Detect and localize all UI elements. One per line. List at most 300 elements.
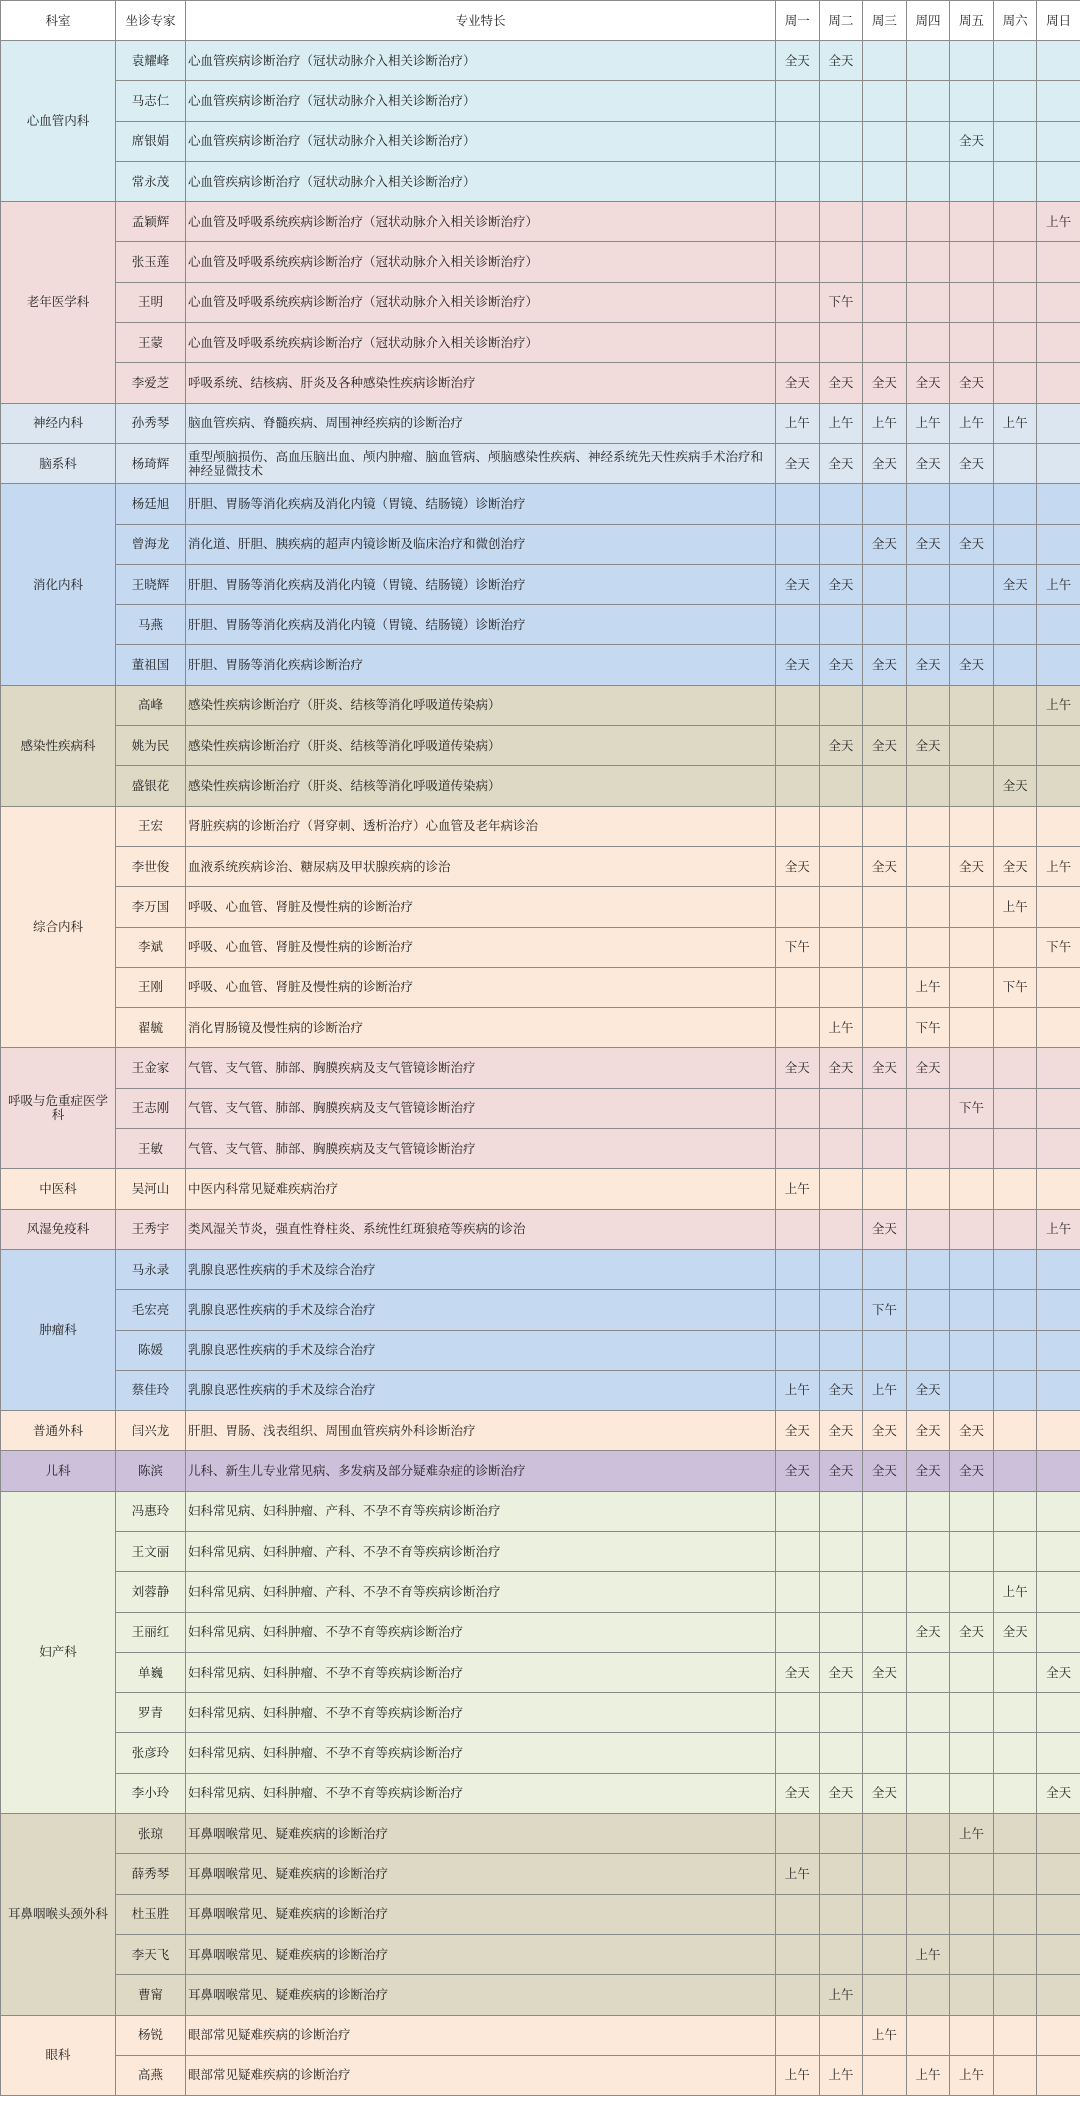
schedule-cell: 上午 <box>776 1370 820 1410</box>
schedule-cell <box>776 524 820 564</box>
schedule-cell: 全天 <box>776 1411 820 1451</box>
schedule-cell: 下午 <box>950 1088 994 1128</box>
schedule-cell: 全天 <box>993 846 1037 886</box>
schedule-cell: 全天 <box>906 1451 950 1491</box>
schedule-cell <box>993 605 1037 645</box>
table-row <box>1 1975 1080 2015</box>
table-row <box>1 1290 1080 1330</box>
schedule-cell: 上午 <box>906 2055 950 2095</box>
schedule-cell <box>1037 323 1080 363</box>
specialty-cell: 心血管疾病诊断治疗（冠状动脉介入相关诊断治疗） <box>186 41 776 81</box>
schedule-cell <box>1037 1934 1080 1974</box>
schedule-cell <box>950 1008 994 1048</box>
schedule-cell <box>993 202 1037 242</box>
schedule-cell <box>863 2055 907 2095</box>
schedule-cell: 全天 <box>950 1411 994 1451</box>
header-friday: 周五 <box>950 1 994 41</box>
schedule-cell <box>950 1773 994 1813</box>
doctor-cell: 姚为民 <box>116 726 186 766</box>
table-row <box>1 967 1080 1007</box>
schedule-cell: 全天 <box>819 1411 863 1451</box>
doctor-cell: 常永茂 <box>116 161 186 201</box>
schedule-cell <box>1037 605 1080 645</box>
schedule-cell <box>776 1290 820 1330</box>
schedule-cell <box>993 1008 1037 1048</box>
schedule-cell <box>819 1169 863 1209</box>
schedule-cell: 下午 <box>819 282 863 322</box>
department-cell: 综合内科 <box>1 806 116 1048</box>
schedule-cell <box>906 806 950 846</box>
schedule-cell: 上午 <box>906 403 950 443</box>
schedule-cell <box>1037 1814 1080 1854</box>
specialty-cell: 心血管疾病诊断治疗（冠状动脉介入相关诊断治疗） <box>186 81 776 121</box>
schedule-cell <box>819 2015 863 2055</box>
table-row <box>1 2055 1080 2095</box>
schedule-cell: 全天 <box>819 1048 863 1088</box>
doctor-cell: 张琼 <box>116 1814 186 1854</box>
schedule-cell <box>819 806 863 846</box>
schedule-cell: 全天 <box>950 363 994 403</box>
schedule-cell <box>1037 363 1080 403</box>
schedule-cell <box>863 1169 907 1209</box>
schedule-cell <box>1037 161 1080 201</box>
schedule-cell <box>1037 645 1080 685</box>
schedule-cell <box>863 161 907 201</box>
specialty-cell: 呼吸、心血管、肾脏及慢性病的诊断治疗 <box>186 967 776 1007</box>
schedule-cell: 全天 <box>863 1773 907 1813</box>
schedule-cell <box>906 1169 950 1209</box>
schedule-cell <box>906 1129 950 1169</box>
schedule-cell: 上午 <box>863 2015 907 2055</box>
department-cell: 中医科 <box>1 1169 116 1209</box>
specialty-cell: 肾脏疾病的诊断治疗（肾穿刺、透析治疗）心血管及老年病诊治 <box>186 806 776 846</box>
table-row <box>1 1008 1080 1048</box>
schedule-cell <box>950 1169 994 1209</box>
doctor-cell: 曹甯 <box>116 1975 186 2015</box>
doctor-cell: 马志仁 <box>116 81 186 121</box>
schedule-cell <box>776 806 820 846</box>
schedule-cell <box>993 806 1037 846</box>
table-row <box>1 1652 1080 1692</box>
schedule-cell: 上午 <box>863 403 907 443</box>
specialty-cell: 心血管疾病诊断治疗（冠状动脉介入相关诊断治疗） <box>186 161 776 201</box>
schedule-cell <box>819 484 863 524</box>
schedule-cell <box>1037 1169 1080 1209</box>
doctor-cell: 李爱芝 <box>116 363 186 403</box>
schedule-cell <box>863 1572 907 1612</box>
schedule-cell: 全天 <box>906 443 950 483</box>
doctor-cell: 陈滨 <box>116 1451 186 1491</box>
doctor-cell: 李万国 <box>116 887 186 927</box>
doctor-cell: 马燕 <box>116 605 186 645</box>
schedule-cell <box>993 282 1037 322</box>
schedule-cell <box>906 242 950 282</box>
schedule-cell <box>950 1491 994 1531</box>
schedule-cell: 全天 <box>1037 1652 1080 1692</box>
schedule-cell <box>819 927 863 967</box>
schedule-cell <box>863 1491 907 1531</box>
schedule-cell <box>1037 1129 1080 1169</box>
doctor-cell: 王蒙 <box>116 323 186 363</box>
schedule-cell <box>993 2015 1037 2055</box>
schedule-cell: 全天 <box>863 726 907 766</box>
schedule-cell <box>950 1934 994 1974</box>
schedule-cell <box>950 927 994 967</box>
specialty-cell: 重型颅脑损伤、高血压脑出血、颅内肿瘤、脑血管病、颅脑感染性疾病、神经系统先天性疾病手术治疗和神经显微技术 <box>186 443 776 483</box>
schedule-cell <box>1037 1008 1080 1048</box>
table-row <box>1 1612 1080 1652</box>
schedule-cell <box>993 524 1037 564</box>
schedule-cell <box>993 1209 1037 1249</box>
department-cell: 老年医学科 <box>1 202 116 403</box>
department-cell: 感染性疾病科 <box>1 685 116 806</box>
schedule-cell <box>950 1129 994 1169</box>
schedule-cell <box>950 887 994 927</box>
schedule-cell <box>776 323 820 363</box>
schedule-cell <box>993 1693 1037 1733</box>
schedule-cell <box>863 323 907 363</box>
schedule-cell <box>993 685 1037 725</box>
doctor-cell: 杨锐 <box>116 2015 186 2055</box>
schedule-cell <box>906 121 950 161</box>
schedule-cell <box>776 484 820 524</box>
schedule-cell <box>1037 1370 1080 1410</box>
schedule-cell: 全天 <box>863 645 907 685</box>
doctor-cell: 王敏 <box>116 1129 186 1169</box>
schedule-cell <box>950 806 994 846</box>
specialty-cell: 妇科常见病、妇科肿瘤、不孕不育等疾病诊断治疗 <box>186 1612 776 1652</box>
schedule-cell <box>993 41 1037 81</box>
table-row <box>1 1330 1080 1370</box>
schedule-cell <box>1037 1088 1080 1128</box>
table-row <box>1 81 1080 121</box>
schedule-cell <box>1037 726 1080 766</box>
table-row <box>1 363 1080 403</box>
schedule-cell: 上午 <box>1037 846 1080 886</box>
schedule-cell: 上午 <box>993 1572 1037 1612</box>
schedule-cell: 全天 <box>950 1451 994 1491</box>
schedule-cell <box>950 1370 994 1410</box>
specialty-cell: 气管、支气管、肺部、胸膜疾病及支气管镜诊断治疗 <box>186 1129 776 1169</box>
doctor-cell: 毛宏亮 <box>116 1290 186 1330</box>
schedule-cell <box>819 1612 863 1652</box>
schedule-cell <box>993 484 1037 524</box>
specialty-cell: 血液系统疾病诊治、糖尿病及甲状腺疾病的诊治 <box>186 846 776 886</box>
department-cell: 耳鼻咽喉头颈外科 <box>1 1814 116 2015</box>
schedule-cell <box>776 685 820 725</box>
schedule-cell <box>950 1652 994 1692</box>
schedule-cell <box>906 1290 950 1330</box>
department-cell: 风湿免疫科 <box>1 1209 116 1249</box>
schedule-cell <box>993 1773 1037 1813</box>
schedule-cell: 上午 <box>950 1814 994 1854</box>
schedule-cell <box>906 323 950 363</box>
schedule-cell <box>993 161 1037 201</box>
schedule-cell <box>776 1330 820 1370</box>
schedule-cell <box>863 967 907 1007</box>
schedule-cell <box>906 81 950 121</box>
schedule-cell <box>776 1975 820 2015</box>
table-row <box>1 887 1080 927</box>
schedule-cell <box>950 1531 994 1571</box>
schedule-cell <box>819 1693 863 1733</box>
doctor-cell: 高峰 <box>116 685 186 725</box>
schedule-cell <box>863 887 907 927</box>
header-tuesday: 周二 <box>819 1 863 41</box>
schedule-cell: 全天 <box>863 524 907 564</box>
schedule-cell <box>1037 766 1080 806</box>
schedule-cell <box>863 685 907 725</box>
specialty-cell: 心血管疾病诊断治疗（冠状动脉介入相关诊断治疗） <box>186 121 776 161</box>
schedule-cell <box>819 1894 863 1934</box>
schedule-cell <box>950 1048 994 1088</box>
schedule-cell: 全天 <box>906 1612 950 1652</box>
schedule-cell <box>776 1814 820 1854</box>
schedule-cell <box>863 806 907 846</box>
table-row <box>1 645 1080 685</box>
schedule-cell <box>863 766 907 806</box>
schedule-cell <box>776 1934 820 1974</box>
doctor-cell: 王宏 <box>116 806 186 846</box>
schedule-cell <box>906 2015 950 2055</box>
specialty-cell: 耳鼻咽喉常见、疑难疾病的诊断治疗 <box>186 1894 776 1934</box>
schedule-cell <box>993 1330 1037 1370</box>
schedule-cell: 上午 <box>993 887 1037 927</box>
doctor-cell: 王丽红 <box>116 1612 186 1652</box>
table-row <box>1 161 1080 201</box>
schedule-cell <box>1037 443 1080 483</box>
table-row <box>1 1894 1080 1934</box>
schedule-cell <box>863 1008 907 1048</box>
table-row <box>1 1693 1080 1733</box>
table-row <box>1 1209 1080 1249</box>
schedule-cell <box>776 161 820 201</box>
schedule-cell <box>776 967 820 1007</box>
specialty-cell: 肝胆、胃肠、浅表组织、周围血管疾病外科诊断治疗 <box>186 1411 776 1451</box>
table-row <box>1 484 1080 524</box>
schedule-cell <box>863 927 907 967</box>
schedule-cell: 全天 <box>950 645 994 685</box>
schedule-cell <box>776 1612 820 1652</box>
table-row <box>1 846 1080 886</box>
schedule-cell <box>1037 1411 1080 1451</box>
schedule-cell <box>1037 1531 1080 1571</box>
doctor-cell: 薛秀琴 <box>116 1854 186 1894</box>
schedule-cell <box>993 443 1037 483</box>
specialty-cell: 心血管及呼吸系统疾病诊断治疗（冠状动脉介入相关诊断治疗） <box>186 242 776 282</box>
specialty-cell: 妇科常见病、妇科肿瘤、不孕不育等疾病诊断治疗 <box>186 1693 776 1733</box>
schedule-cell <box>906 1773 950 1813</box>
schedule-cell: 上午 <box>993 403 1037 443</box>
table-row <box>1 1491 1080 1531</box>
schedule-cell <box>993 2055 1037 2095</box>
schedule-cell: 全天 <box>863 1652 907 1692</box>
schedule-body <box>1 41 1080 2096</box>
specialty-cell: 中医内科常见疑难疾病治疗 <box>186 1169 776 1209</box>
specialty-cell: 乳腺良恶性疾病的手术及综合治疗 <box>186 1290 776 1330</box>
schedule-cell <box>819 1934 863 1974</box>
schedule-cell <box>993 1451 1037 1491</box>
doctor-cell: 席银娟 <box>116 121 186 161</box>
schedule-cell: 全天 <box>993 766 1037 806</box>
department-cell: 妇产科 <box>1 1491 116 1813</box>
schedule-cell: 全天 <box>776 564 820 604</box>
specialty-cell: 肝胆、胃肠等消化疾病及消化内镜（胃镜、结肠镜）诊断治疗 <box>186 484 776 524</box>
specialty-cell: 气管、支气管、肺部、胸膜疾病及支气管镜诊断治疗 <box>186 1048 776 1088</box>
department-cell: 脑系科 <box>1 443 116 483</box>
schedule-cell: 下午 <box>776 927 820 967</box>
schedule-cell <box>863 564 907 604</box>
schedule-cell <box>993 1370 1037 1410</box>
doctor-cell: 王秀宇 <box>116 1209 186 1249</box>
schedule-cell <box>1037 1330 1080 1370</box>
schedule-cell <box>906 1854 950 1894</box>
schedule-cell <box>993 1733 1037 1773</box>
schedule-cell <box>950 1894 994 1934</box>
schedule-cell <box>1037 887 1080 927</box>
specialty-cell: 妇科常见病、妇科肿瘤、产科、不孕不育等疾病诊断治疗 <box>186 1531 776 1571</box>
table-row <box>1 121 1080 161</box>
schedule-cell <box>819 887 863 927</box>
schedule-cell <box>950 1854 994 1894</box>
schedule-cell: 上午 <box>1037 202 1080 242</box>
specialty-cell: 类风湿关节炎，强直性脊柱炎、系统性红斑狼疮等疾病的诊治 <box>186 1209 776 1249</box>
schedule-cell <box>906 1531 950 1571</box>
schedule-cell <box>950 282 994 322</box>
doctor-cell: 吴河山 <box>116 1169 186 1209</box>
table-row <box>1 524 1080 564</box>
schedule-cell <box>950 242 994 282</box>
doctor-cell: 盛银花 <box>116 766 186 806</box>
table-row <box>1 1854 1080 1894</box>
schedule-cell <box>819 1249 863 1289</box>
table-row <box>1 41 1080 81</box>
schedule-cell <box>906 1975 950 2015</box>
schedule-cell <box>993 1290 1037 1330</box>
schedule-cell: 全天 <box>776 645 820 685</box>
schedule-cell <box>906 766 950 806</box>
table-row <box>1 806 1080 846</box>
schedule-cell: 上午 <box>950 403 994 443</box>
schedule-cell: 全天 <box>906 524 950 564</box>
schedule-cell <box>1037 1491 1080 1531</box>
schedule-cell <box>1037 2015 1080 2055</box>
schedule-cell <box>863 81 907 121</box>
schedule-cell <box>863 1249 907 1289</box>
schedule-cell: 全天 <box>863 846 907 886</box>
schedule-cell <box>1037 1693 1080 1733</box>
schedule-cell <box>950 564 994 604</box>
schedule-cell <box>776 766 820 806</box>
schedule-cell <box>993 1934 1037 1974</box>
doctor-cell: 袁耀峰 <box>116 41 186 81</box>
doctor-cell: 罗青 <box>116 1693 186 1733</box>
schedule-cell <box>776 202 820 242</box>
specialty-cell: 耳鼻咽喉常见、疑难疾病的诊断治疗 <box>186 1814 776 1854</box>
department-cell: 神经内科 <box>1 403 116 443</box>
specialty-cell: 心血管及呼吸系统疾病诊断治疗（冠状动脉介入相关诊断治疗） <box>186 323 776 363</box>
schedule-cell <box>863 1733 907 1773</box>
specialty-cell: 气管、支气管、肺部、胸膜疾病及支气管镜诊断治疗 <box>186 1088 776 1128</box>
specialty-cell: 耳鼻咽喉常见、疑难疾病的诊断治疗 <box>186 1934 776 1974</box>
schedule-cell <box>906 1491 950 1531</box>
table-row <box>1 242 1080 282</box>
schedule-cell <box>906 1088 950 1128</box>
schedule-cell <box>993 242 1037 282</box>
table-row <box>1 1572 1080 1612</box>
schedule-cell: 全天 <box>906 645 950 685</box>
schedule-cell <box>993 1814 1037 1854</box>
schedule-cell <box>1037 2055 1080 2095</box>
schedule-cell: 全天 <box>950 846 994 886</box>
schedule-cell: 下午 <box>1037 927 1080 967</box>
doctor-cell: 李世俊 <box>116 846 186 886</box>
schedule-cell <box>993 81 1037 121</box>
schedule-cell <box>819 1209 863 1249</box>
schedule-cell: 全天 <box>906 1370 950 1410</box>
schedule-cell <box>950 2015 994 2055</box>
schedule-cell <box>776 1531 820 1571</box>
schedule-cell <box>819 161 863 201</box>
doctor-cell: 王金家 <box>116 1048 186 1088</box>
specialty-cell: 呼吸、心血管、肾脏及慢性病的诊断治疗 <box>186 927 776 967</box>
schedule-cell <box>863 1693 907 1733</box>
table-row <box>1 1411 1080 1451</box>
schedule-cell <box>819 242 863 282</box>
schedule-cell <box>1037 1975 1080 2015</box>
department-cell: 眼科 <box>1 2015 116 2096</box>
schedule-cell <box>906 685 950 725</box>
schedule-cell <box>863 1531 907 1571</box>
table-row <box>1 1088 1080 1128</box>
specialty-cell: 感染性疾病诊断治疗（肝炎、结核等消化呼吸道传染病） <box>186 685 776 725</box>
table-row <box>1 1169 1080 1209</box>
specialty-cell: 妇科常见病、妇科肿瘤、产科、不孕不育等疾病诊断治疗 <box>186 1491 776 1531</box>
specialty-cell: 妇科常见病、妇科肿瘤、不孕不育等疾病诊断治疗 <box>186 1733 776 1773</box>
doctor-cell: 王刚 <box>116 967 186 1007</box>
doctor-cell: 杨琦辉 <box>116 443 186 483</box>
schedule-cell <box>993 1048 1037 1088</box>
schedule-cell <box>863 1088 907 1128</box>
schedule-cell <box>776 242 820 282</box>
schedule-cell <box>993 1129 1037 1169</box>
schedule-cell <box>776 282 820 322</box>
doctor-cell: 陈媛 <box>116 1330 186 1370</box>
schedule-cell <box>776 887 820 927</box>
doctor-cell: 王志刚 <box>116 1088 186 1128</box>
schedule-cell <box>863 1814 907 1854</box>
schedule-cell: 上午 <box>776 403 820 443</box>
department-cell: 呼吸与危重症医学科 <box>1 1048 116 1169</box>
schedule-cell: 全天 <box>906 1048 950 1088</box>
schedule-cell <box>819 967 863 1007</box>
schedule-cell <box>776 81 820 121</box>
schedule-cell: 全天 <box>819 1652 863 1692</box>
schedule-cell <box>906 846 950 886</box>
doctor-cell: 冯惠玲 <box>116 1491 186 1531</box>
schedule-cell <box>906 1572 950 1612</box>
schedule-cell <box>906 1330 950 1370</box>
doctor-cell: 杨廷旭 <box>116 484 186 524</box>
schedule-cell: 全天 <box>950 1612 994 1652</box>
schedule-cell <box>950 605 994 645</box>
specialty-cell: 消化胃肠镜及慢性病的诊断治疗 <box>186 1008 776 1048</box>
table-row <box>1 685 1080 725</box>
table-row <box>1 1249 1080 1289</box>
doctor-cell: 单巍 <box>116 1652 186 1692</box>
doctor-cell: 李小玲 <box>116 1773 186 1813</box>
schedule-cell <box>906 161 950 201</box>
